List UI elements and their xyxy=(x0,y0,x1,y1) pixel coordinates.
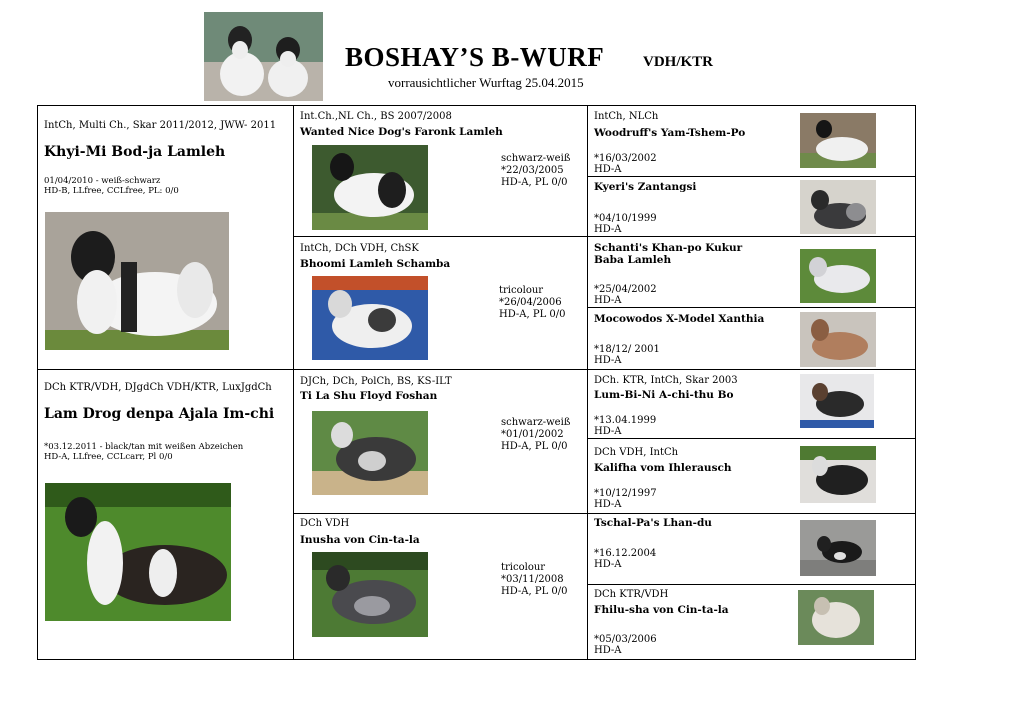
ggp4-photo xyxy=(800,312,876,367)
ggp7-name: Tschal-Pa's Lhan-du xyxy=(594,517,712,529)
gp4-titles: DCh VDH xyxy=(300,518,350,529)
page-title: BOSHAY’S B-WURF xyxy=(345,42,605,72)
ggp4-health: HD-A xyxy=(594,355,622,366)
column-divider-1 xyxy=(293,105,294,660)
dam-born: *03.12.2011 - black/tan mit weißen Abzeichen xyxy=(44,442,244,452)
ggp3-health: HD-A xyxy=(594,295,622,306)
row-divider-parents xyxy=(37,369,916,370)
row-divider-ggp-3 xyxy=(587,438,916,439)
row-divider-ggp-4 xyxy=(587,584,916,585)
ggp2-health: HD-A xyxy=(594,224,622,235)
ggp5-photo xyxy=(800,374,874,428)
dam-titles: DCh KTR/VDH, DJgdCh VDH/KTR, LuxJgdCh xyxy=(44,382,272,393)
sire-born: 01/04/2010 - weiß-schwarz xyxy=(44,176,161,186)
ggp5-health: HD-A xyxy=(594,426,622,437)
gp4-color: tricolour xyxy=(501,562,546,573)
dam-name: Lam Drog denpa Ajala Im-chi xyxy=(44,406,275,422)
ggp3-born: *25/04/2002 xyxy=(594,284,657,295)
expected-litter-date: vorrausichtlicher Wurftag 25.04.2015 xyxy=(388,75,584,90)
ggp1-health: HD-A xyxy=(594,164,622,175)
gp3-photo xyxy=(312,411,428,495)
gp3-health: HD-A, PL 0/0 xyxy=(501,441,568,452)
gp1-born: *22/03/2005 xyxy=(501,165,564,176)
gp1-color: schwarz-weiß xyxy=(501,153,571,164)
header-photo-two-dogs xyxy=(204,12,323,101)
ggp7-photo xyxy=(800,520,876,576)
gp1-name: Wanted Nice Dog's Faronk Lamleh xyxy=(300,126,503,138)
gp4-born: *03/11/2008 xyxy=(501,574,564,585)
ggp3-name-line2: Baba Lamleh xyxy=(594,254,672,266)
dam-health: HD-A, LLfree, CCLcarr, Pl 0/0 xyxy=(44,452,173,462)
row-divider-gp-1 xyxy=(293,236,916,237)
sire-titles: IntCh, Multi Ch., Skar 2011/2012, JWW- 2011 xyxy=(44,120,277,131)
ggp6-titles: DCh VDH, IntCh xyxy=(594,447,679,458)
ggp7-born: *16.12.2004 xyxy=(594,548,657,559)
ggp2-born: *04/10/1999 xyxy=(594,213,657,224)
gp2-photo xyxy=(312,276,428,360)
ggp1-name: Woodruff's Yam-Tshem-Po xyxy=(594,127,746,139)
sire-health: HD-B, LLfree, CCLfree, PL: 0/0 xyxy=(44,186,179,196)
ggp6-name: Kalifha vom Ihlerausch xyxy=(594,462,732,474)
gp3-titles: DJCh, DCh, PolCh, BS, KS-ILT xyxy=(300,376,452,387)
ggp5-titles: DCh. KTR, IntCh, Skar 2003 xyxy=(594,375,738,386)
gp2-born: *26/04/2006 xyxy=(499,297,562,308)
ggp2-photo xyxy=(800,180,876,234)
row-divider-gp-2 xyxy=(293,513,916,514)
ggp4-born: *18/12/ 2001 xyxy=(594,344,660,355)
gp2-color: tricolour xyxy=(499,285,544,296)
sire-photo xyxy=(45,212,229,350)
ggp5-born: *13.04.1999 xyxy=(594,415,657,426)
gp2-name: Bhoomi Lamleh Schamba xyxy=(300,258,451,270)
gp2-titles: IntCh, DCh VDH, ChSK xyxy=(300,243,419,254)
gp1-health: HD-A, PL 0/0 xyxy=(501,177,568,188)
ggp8-photo xyxy=(798,590,874,645)
gp4-name: Inusha von Cin-ta-la xyxy=(300,534,420,546)
gp4-photo xyxy=(312,552,428,637)
ggp8-health: HD-A xyxy=(594,645,622,656)
ggp4-name: Mocowodos X-Model Xanthia xyxy=(594,313,765,325)
column-divider-2 xyxy=(587,105,588,660)
row-divider-ggp-2 xyxy=(587,307,916,308)
ggp7-health: HD-A xyxy=(594,559,622,570)
ggp3-name-line1: Schanti's Khan-po Kukur xyxy=(594,242,743,254)
ggp1-titles: IntCh, NLCh xyxy=(594,111,659,122)
ggp5-name: Lum-Bi-Ni A-chi-thu Bo xyxy=(594,389,734,401)
gp1-photo xyxy=(312,145,428,230)
ggp8-born: *05/03/2006 xyxy=(594,634,657,645)
ggp6-born: *10/12/1997 xyxy=(594,488,657,499)
ggp3-photo xyxy=(800,249,876,303)
ggp6-health: HD-A xyxy=(594,499,622,510)
gp3-born: *01/01/2002 xyxy=(501,429,564,440)
ggp8-name: Fhilu-sha von Cin-ta-la xyxy=(594,604,729,616)
dam-photo xyxy=(45,483,231,621)
ggp1-photo xyxy=(800,113,876,168)
ggp6-photo xyxy=(800,446,876,503)
ggp2-name: Kyeri's Zantangsi xyxy=(594,181,697,193)
ggp8-titles: DCh KTR/VDH xyxy=(594,589,669,600)
gp3-color: schwarz-weiß xyxy=(501,417,571,428)
title-suffix: VDH/KTR xyxy=(643,54,714,70)
row-divider-ggp-1 xyxy=(587,176,916,177)
gp2-health: HD-A, PL 0/0 xyxy=(499,309,566,320)
gp1-titles: Int.Ch.,NL Ch., BS 2007/2008 xyxy=(300,111,452,122)
gp4-health: HD-A, PL 0/0 xyxy=(501,586,568,597)
ggp1-born: *16/03/2002 xyxy=(594,153,657,164)
gp3-name: Ti La Shu Floyd Foshan xyxy=(300,390,438,402)
sire-name: Khyi-Mi Bod-ja Lamleh xyxy=(44,144,226,160)
